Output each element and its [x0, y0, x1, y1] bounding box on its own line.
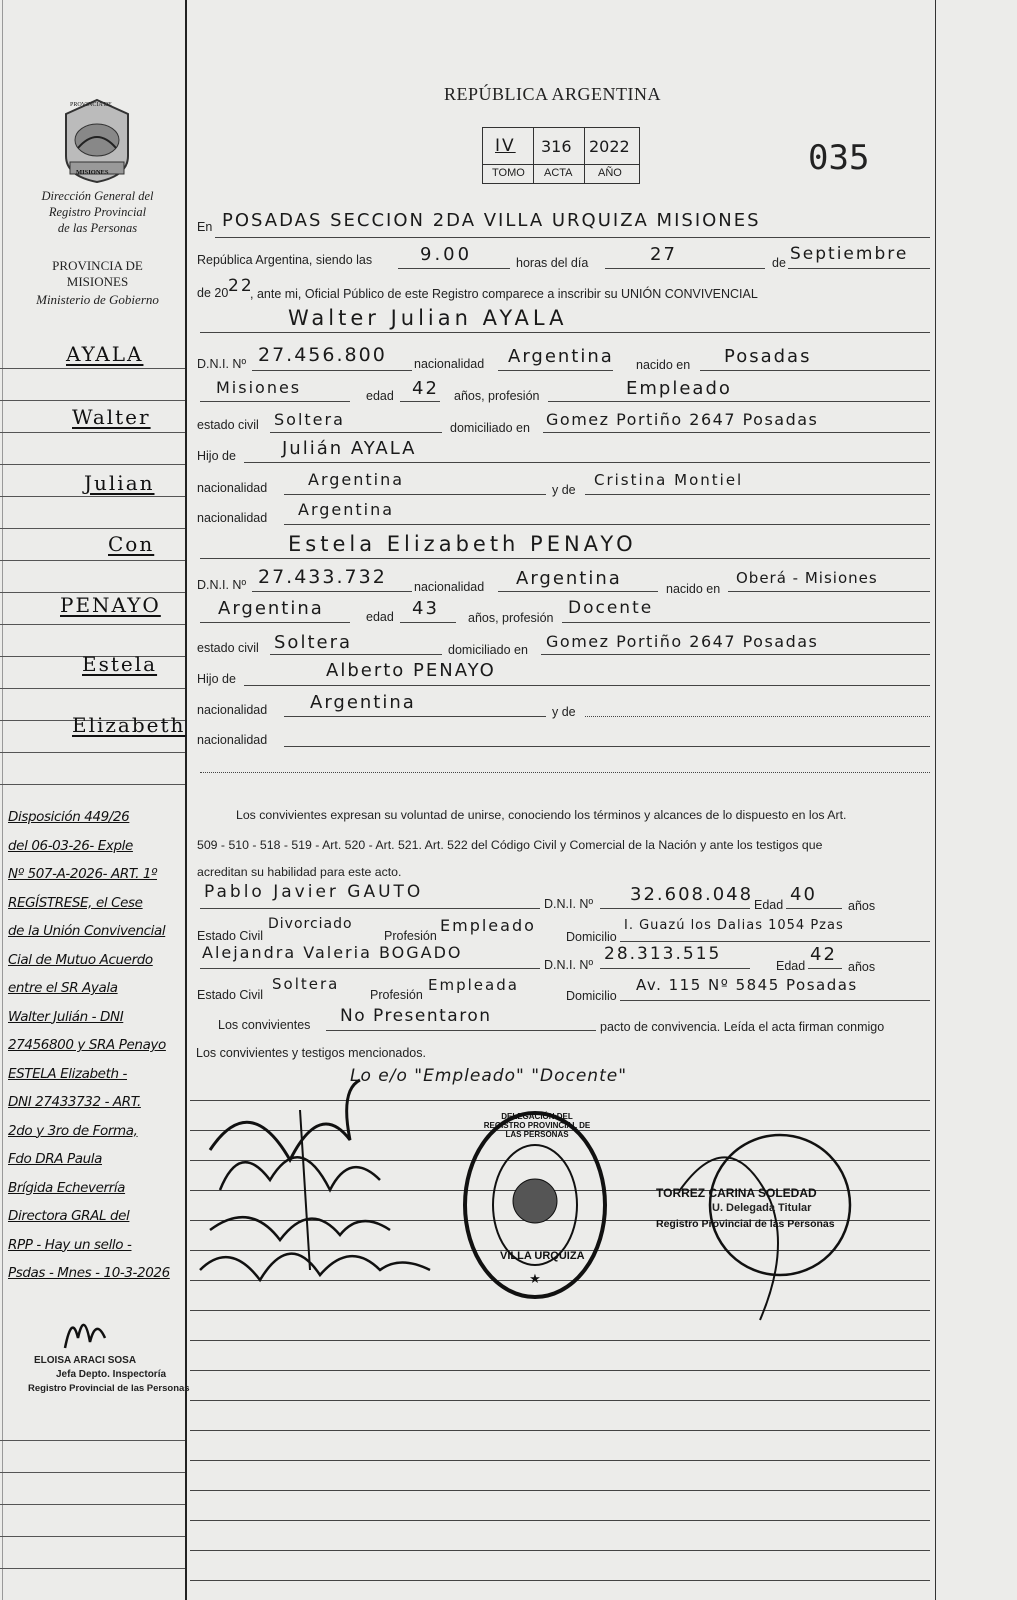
ano-label: AÑO	[598, 167, 622, 179]
person2-birthplace-cont: Argentina	[218, 598, 324, 619]
person1-name: Walter Julian AYALA	[288, 306, 568, 330]
witness2-profession-label: Profesión	[370, 988, 423, 1002]
signatures-left	[190, 1070, 450, 1310]
acta-label: ACTA	[544, 167, 573, 179]
witness2-civil-status: Soltera	[272, 975, 340, 993]
act-month: Septiembre	[790, 244, 909, 264]
inspector-stamp-role: Jefa Depto. Inspectoría	[56, 1369, 167, 1380]
witness1-address: I. Guazú los Dalias 1054 Pzas	[624, 918, 844, 933]
witness1-name: Pablo Javier GAUTO	[204, 882, 424, 902]
witness1-age-label: Edad	[754, 898, 784, 912]
volume-record-box	[482, 127, 640, 184]
person1-birthplace: Posadas	[724, 346, 812, 367]
sidebar-conjunction: Con	[108, 532, 155, 556]
person2-dni-label: D.N.I. Nº	[197, 578, 247, 592]
person1-mother-nationality: Argentina	[298, 500, 395, 519]
sidebar-name-given4: Elizabeth	[72, 713, 186, 737]
witness2-address: Av. 115 Nº 5845 Posadas	[636, 976, 858, 994]
act-hour: 9.00	[420, 244, 473, 265]
witness2-dni-label: D.N.I. Nº	[544, 958, 594, 972]
horas-label: horas del día	[516, 256, 589, 270]
witness2-age-label: Edad	[776, 959, 806, 973]
witness1-age: 40	[790, 884, 817, 905]
person2-mother-nat-label: nacionalidad	[197, 733, 268, 747]
witness2-age: 42	[810, 944, 837, 965]
correction-annotation: Lo e/o "Empleado" "Docente"	[350, 1066, 628, 1086]
person1-civil-status: Soltera	[274, 410, 345, 429]
de-label: de	[772, 256, 786, 270]
person1-mother-label: y de	[552, 483, 576, 497]
person1-father-nationality: Argentina	[308, 470, 405, 489]
witness2-name: Alejandra Valeria BOGADO	[202, 943, 463, 962]
pact-value: No Presentaron	[340, 1006, 492, 1026]
sidebar-name-given2: Julian	[84, 471, 155, 495]
round-stamp-center-text: VILLA URQUIZA	[500, 1250, 585, 1262]
witness1-civil-status: Divorciado	[268, 916, 353, 932]
margin-divider	[185, 0, 187, 1600]
person2-born-label: nacido en	[666, 582, 721, 596]
person2-address-label: domiciliado en	[448, 643, 528, 657]
person1-nationality: Argentina	[508, 346, 614, 367]
person1-nationality-label: nacionalidad	[414, 357, 485, 371]
page-number: 035	[808, 138, 870, 178]
witness2-civil-label: Estado Civil	[197, 988, 263, 1002]
witness2-dni: 28.313.515	[604, 944, 722, 964]
witness1-civil-label: Estado Civil	[197, 929, 263, 943]
person1-birthplace-cont: Misiones	[216, 378, 302, 397]
acta-value: 316	[541, 137, 572, 156]
person1-age: 42	[412, 378, 439, 399]
left-edge	[2, 0, 3, 1600]
person2-profession-label: años, profesión	[468, 611, 554, 625]
person2-nationality: Argentina	[516, 568, 622, 589]
witness1-anos-label: años	[848, 899, 876, 913]
svg-text:★: ★	[529, 1271, 541, 1286]
pact-text: pacto de convivencia. Leída el acta firman conmigo	[600, 1020, 885, 1034]
person2-address: Gomez Portiño 2647 Posadas	[546, 632, 819, 651]
witness1-profession-label: Profesión	[384, 929, 437, 943]
witness2-address-label: Domicilio	[566, 989, 617, 1003]
person1-mother-nat-label: nacionalidad	[197, 511, 268, 525]
act-place-value: POSADAS SECCION 2DA VILLA URQUIZA MISIONES	[222, 210, 761, 231]
tomo-value: IV	[495, 136, 516, 156]
inspector-stamp-org: Registro Provincial de las Personas	[28, 1383, 190, 1394]
person2-dni: 27.433.732	[258, 566, 387, 588]
inspector-stamp-name: ELOISA ARACI SOSA	[34, 1355, 137, 1366]
officer-role: U. Delegada Titular	[712, 1202, 812, 1214]
declaration-line2: 509 - 510 - 518 - 519 - Art. 520 - Art. 521. Art. 522 del Código Civil y Comercial de la Nación y ante los testigos que	[197, 838, 823, 852]
witness1-profession: Empleado	[440, 916, 536, 935]
seal-text: MISIONES	[76, 169, 109, 176]
sidebar-name-surname2: PENAYO	[60, 593, 161, 617]
marginal-annotation: Disposición 449/26 del 06-03-26- Exple Nº 507-A-2026- ART. 1º REGÍSTRESE, el Cese de la Unión Convivencial Cial de Mutuo Acuerdo entre el SR Ayala Walter Julián - DNI 27456800 y SRA Penayo ESTELA Elizabeth - DNI 27433732 - ART. 2do y 3ro de Forma, Fdo DRA Paula Brígida Echeverría Directora GRAL del RPP - Hay un sello - Psdas - Mnes - 10-3-2026	[8, 809, 170, 1281]
sidebar-name-given1: Walter	[72, 405, 151, 429]
person2-nationality-label: nacionalidad	[414, 580, 485, 594]
person1-address: Gomez Portiño 2647 Posadas	[546, 410, 819, 429]
person1-father: Julián AYALA	[282, 438, 417, 459]
witness1-address-label: Domicilio	[566, 930, 617, 944]
person1-father-nat-label: nacionalidad	[197, 481, 268, 495]
witness1-dni-label: D.N.I. Nº	[544, 897, 594, 911]
sidebar-name-given3: Estela	[82, 652, 158, 676]
seal-top-text: PROVINCIA DE	[70, 102, 112, 108]
ano-value: 2022	[589, 137, 630, 156]
officer-name: TORREZ CARINA SOLEDAD	[656, 1186, 817, 1200]
person1-profession: Empleado	[626, 378, 732, 399]
person1-dni-label: D.N.I. Nº	[197, 357, 247, 371]
person2-civil-label: estado civil	[197, 641, 259, 655]
officer-org: Registro Provincial de las Personas	[656, 1218, 835, 1230]
agency-name: Dirección General del Registro Provincial de las Personas	[41, 189, 154, 235]
person2-age: 43	[412, 598, 439, 619]
person1-civil-label: estado civil	[197, 418, 259, 432]
person2-father-nationality: Argentina	[310, 692, 416, 713]
person2-name: Estela Elizabeth PENAYO	[288, 532, 637, 556]
closing-convivientes-label: Los convivientes	[218, 1018, 311, 1032]
declaration-line1: Los convivientes expresan su voluntad de unirse, conociendo los términos y alcances de lo dispuesto en los Art.	[236, 808, 847, 822]
witness2-profession: Empleada	[428, 976, 519, 994]
person2-age-label: edad	[366, 610, 394, 624]
republica-label: República Argentina, siendo las	[197, 253, 373, 267]
right-border	[935, 0, 936, 1600]
witness2-anos-label: años	[848, 960, 876, 974]
person1-age-label: edad	[366, 389, 394, 403]
person2-mother-label: y de	[552, 705, 576, 719]
person1-born-label: nacido en	[636, 358, 691, 372]
country-title: REPÚBLICA ARGENTINA	[444, 84, 662, 104]
person1-address-label: domiciliado en	[450, 421, 530, 435]
person2-profession: Docente	[568, 598, 654, 618]
person1-profession-label: años, profesión	[454, 389, 540, 403]
round-stamp-top-text: DELEGACIÓN DEL REGISTRO PROVINCIAL DE LAS PERSONAS	[483, 1112, 591, 1139]
ministry-name: Ministerio de Gobierno	[36, 292, 159, 307]
person2-father-nat-label: nacionalidad	[197, 703, 268, 717]
en-label: En	[197, 220, 213, 234]
person1-dni: 27.456.800	[258, 344, 387, 366]
act-year: 22	[228, 276, 254, 296]
mentioned-text: Los convivientes y testigos mencionados.	[196, 1046, 426, 1060]
witness1-dni: 32.608.048	[630, 884, 754, 905]
de-20-label: de 20	[197, 286, 229, 300]
person1-mother: Cristina Montiel	[594, 471, 744, 489]
person2-father-label: Hijo de	[197, 672, 236, 686]
person2-father: Alberto PENAYO	[326, 660, 496, 681]
province-name: PROVINCIA DE MISIONES	[52, 258, 143, 289]
ante-mi-text: , ante mi, Oficial Público de este Registro comparece a inscribir su UNIÓN CONVIVENCIAL	[250, 287, 758, 301]
person1-father-label: Hijo de	[197, 449, 236, 463]
marginal-signature	[60, 1308, 110, 1353]
act-day: 27	[650, 244, 677, 265]
declaration-line3: acreditan su habilidad para este acto.	[197, 865, 402, 879]
sidebar-name-surname1: AYALA	[66, 342, 144, 366]
tomo-label: TOMO	[492, 167, 525, 179]
person2-civil-status: Soltera	[274, 632, 353, 653]
person2-birthplace: Oberá - Misiones	[736, 569, 878, 587]
